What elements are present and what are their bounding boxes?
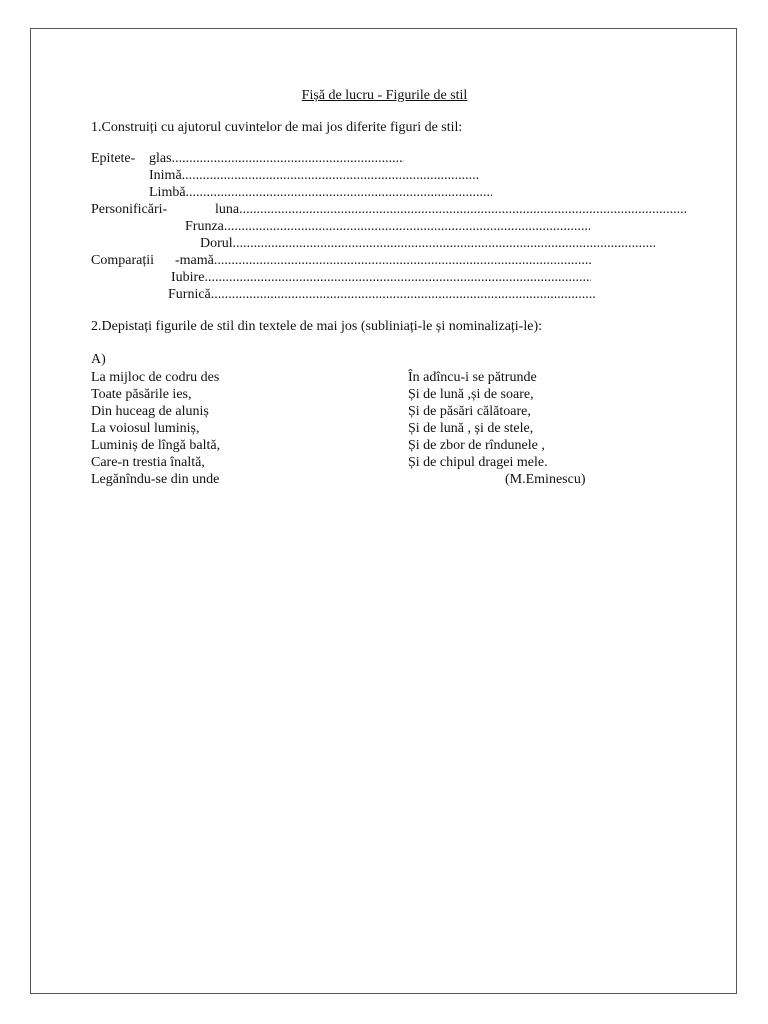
poem-line: Și de păsări călătoare, — [408, 404, 531, 419]
poem-line: Și de lună ,și de soare, — [408, 387, 534, 402]
comparatii-line-2 — [171, 269, 591, 286]
word-iubire: Iubire — [171, 270, 205, 285]
word-luna: luna — [215, 202, 240, 217]
poem-line: Care-n trestia înaltă, — [91, 455, 205, 470]
page-title: Fișă de lucru - Figurile de stil — [301, 88, 468, 103]
word-frunza: Frunza — [185, 219, 224, 234]
poem-line: Luminiș de lîngă baltă, — [91, 438, 221, 453]
personificari-line-3 — [200, 235, 655, 252]
personificari-label: Personificări- — [91, 202, 168, 217]
task2-instruction: 2.Depistați figurile de stil din textele de mai jos (subliniați-le și nominalizați-le): — [91, 319, 543, 334]
word-furnica: Furnică — [168, 287, 211, 302]
word-inima: Inimă — [149, 168, 182, 183]
answer-dots — [233, 235, 655, 252]
comparatii-label: Comparații — [91, 253, 154, 268]
poem-line: Din huceag de aluniș — [91, 404, 209, 419]
poem-author: (M.Eminescu) — [505, 472, 586, 487]
epitete-line-2 — [149, 167, 480, 184]
answer-dots — [239, 201, 686, 218]
personificari-line-2 — [185, 218, 590, 235]
poem-line: La mijloc de codru des — [91, 370, 220, 385]
worksheet-page — [30, 28, 737, 994]
task1-instruction: 1.Construiți cu ajutorul cuvintelor de mai jos diferite figuri de stil: — [91, 120, 463, 135]
word-dorul: Dorul — [200, 236, 233, 251]
comparatii-line-3 — [168, 286, 596, 303]
poem-line: În adîncu-i se pătrunde — [408, 370, 537, 385]
poem-line: La voiosul luminiș, — [91, 421, 200, 436]
poem-line: Și de lună , și de stele, — [408, 421, 534, 436]
epitete-line-1 — [149, 150, 404, 167]
poem-line: Toate păsările ies, — [91, 387, 192, 402]
answer-dots — [204, 269, 591, 286]
word-mama: -mamă — [175, 253, 214, 268]
answer-dots — [211, 286, 596, 303]
answer-dots — [224, 218, 590, 235]
epitete-label: Epitete- — [91, 151, 136, 166]
answer-dots — [186, 184, 492, 201]
poem-line: Legănîndu-se din unde — [91, 472, 220, 487]
personificari-line-1 — [215, 201, 686, 218]
answer-dots — [182, 167, 480, 184]
answer-dots — [172, 150, 404, 167]
answer-dots — [214, 252, 591, 269]
word-limba: Limbă — [149, 185, 186, 200]
poem-line: Și de chipul dragei mele. — [408, 455, 548, 470]
epitete-line-3 — [149, 184, 492, 201]
comparatii-line-1 — [175, 252, 591, 269]
poem-line: Și de zbor de rîndunele , — [408, 438, 545, 453]
word-glas: glas — [149, 151, 172, 166]
section-a-label: A) — [91, 352, 106, 367]
